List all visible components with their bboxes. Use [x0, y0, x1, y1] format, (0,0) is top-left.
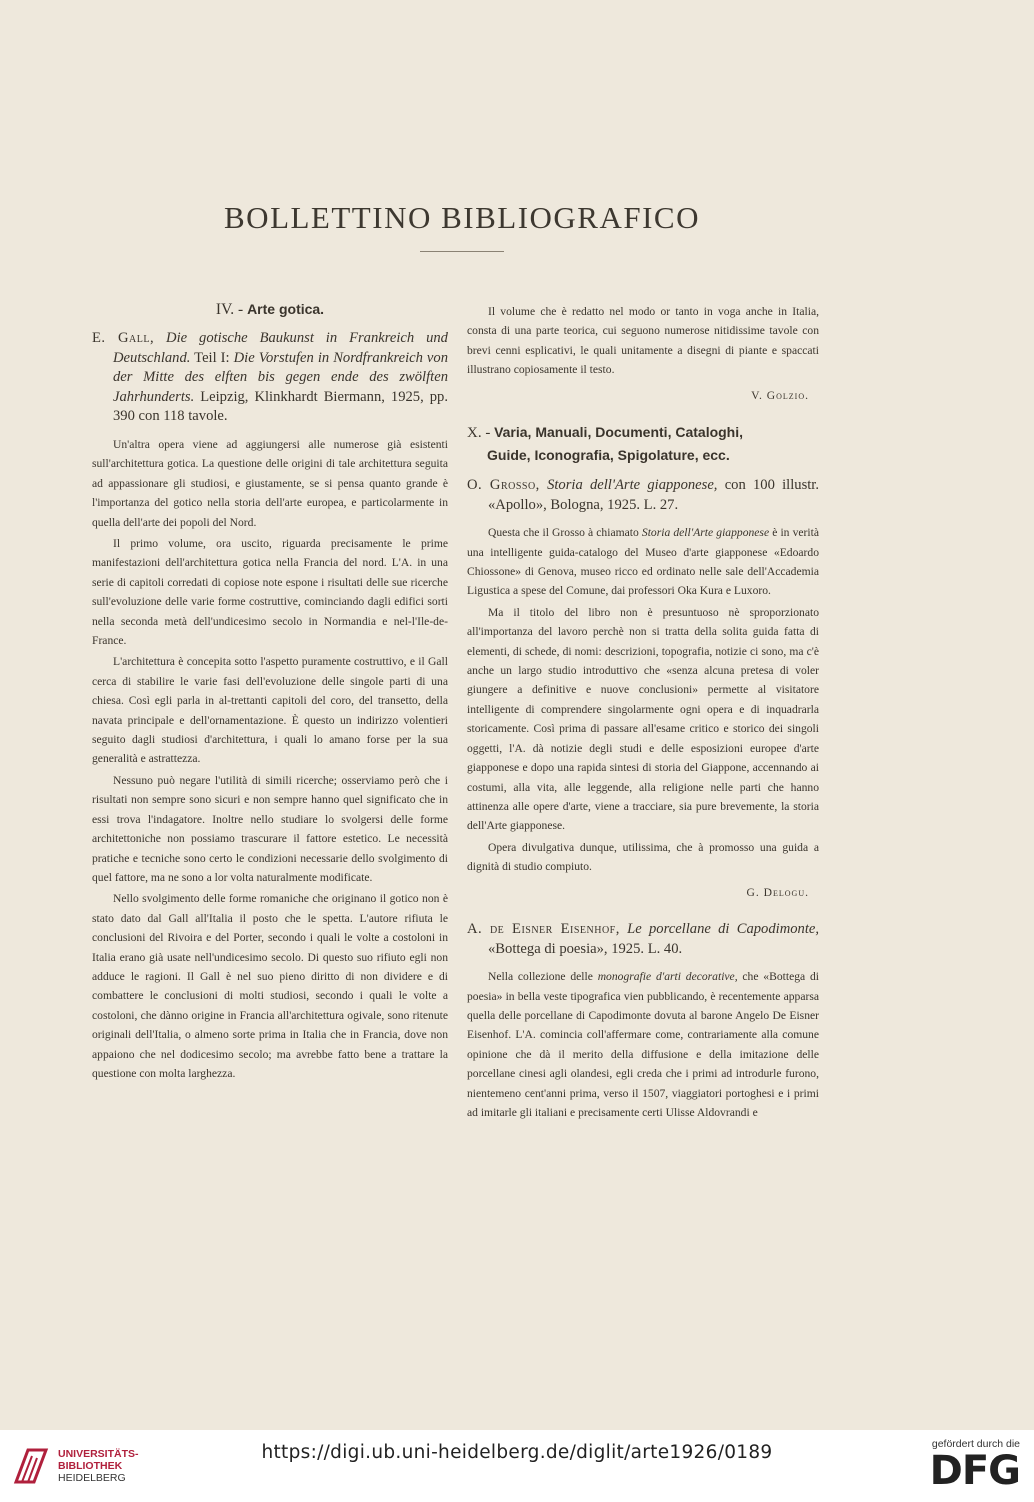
review-paragraph: [467, 967, 819, 1122]
entry-author: O. Grosso,: [467, 477, 540, 494]
text-run: Nella collezione delle: [488, 970, 598, 984]
book-title: Storia dell'Arte giapponese: [641, 526, 770, 540]
entry-title: Le porcellane di Capodimonte,: [627, 920, 820, 937]
permalink-url[interactable]: https://digi.ub.uni-heidelberg.de/diglit/arte1926/0189: [261, 1442, 773, 1463]
entry-author: A. de Eisner Eisenhof,: [467, 920, 620, 937]
review-paragraph: Il primo volume, ora uscito, riguarda precisamente le prime manifestazioni dell'architettura gotica nella Francia del nord. L'A. in una serie di capitoli corredati di copiose note espone i risultati delle sue ricerche sull'evoluzione delle varie forme costruttive, cominciando dagli edifici sorti nella seconda metà dell'undicesimo secolo in Normandia e nel-l'Ile-de-France.: [92, 537, 448, 648]
review-paragraph: [467, 523, 819, 601]
entry-imprint: con 100 illustr. «Apollo», Bologna, 1925. L. 27.: [488, 477, 820, 513]
funded-by-caption: gefördert durch die: [931, 1438, 1020, 1450]
section-x-heading: [467, 421, 819, 466]
entry-eisner-heading: [467, 920, 819, 959]
section-number: X. -: [467, 425, 491, 442]
entry-title: Die gotische Baukunst in Frankreich und Deutschland.: [113, 330, 448, 366]
funder-logo[interactable]: [910, 1438, 1020, 1492]
viewer-footer: [0, 1430, 1034, 1502]
review-paragraph: Opera divulgativa dunque, utilissima, che à promosso una guida a dignità di studio compiuto.: [467, 840, 819, 874]
library-name-line3: HEIDELBERG: [58, 1472, 126, 1484]
section-name: Varia, Manuali, Documenti, Cataloghi,: [494, 424, 744, 441]
library-name-line1: UNIVERSITÄTS-: [58, 1448, 139, 1460]
page-title: BOLLETTINO BIBLIOGRAFICO: [224, 200, 700, 235]
entry-subtitle: Die Vorstufen in Nordfrankreich von der Mitte des elften bis gegen ende des zwölften Jahrhunderts.: [113, 349, 448, 405]
left-column: [92, 298, 448, 1085]
entry-author: E. Gall,: [92, 330, 155, 346]
entry-part: Teil I:: [194, 349, 230, 366]
section-iv-heading: [92, 298, 448, 321]
entry-title: Storia dell'Arte giapponese,: [547, 477, 718, 494]
library-name-line2: BIBLIOTHEK: [58, 1460, 123, 1472]
review-paragraph: Il volume che è redatto nel modo or tanto in voga anche in Italia, consta di una parte teorica, cui seguono numerose nitidissime tavole con brevi cenni esplicativi, le quali unitamente a disegni di piante e spaccati illustrano copiosamente il testo.: [467, 305, 819, 377]
text-run: Questa che il Grosso à chiamato: [488, 526, 642, 540]
section-number: IV. -: [215, 301, 244, 318]
review-paragraph: Nello svolgimento delle forme romaniche che originano il gotico non è stato dato dal Gall all'Italia il posto che le spetta. L'autore rifiuta le conclusioni del Rivoira e del Porter, secondo i quali le volte a costoloni in Italia erano già usate nell'undicesimo secolo. Di questo suo rifiuto egli non adduce le ragioni. Il Gall è nel suo pieno diritto di non dividere e di combattere le conclusioni di molti studiosi, secondo i quali le volte a costoloni, che dànno origine in Francia all'architettura ogivale, sono ritenute originali dell'Italia, o almeno sorte prima in Italia che in Francia, dove non appaiono che nel dodicesimo secolo; ma avrebbe fatto bene a trattare la questione con molta larghezza.: [92, 892, 448, 1080]
review-signature: G. Delogu.: [746, 885, 809, 899]
dfg-logo: DFG: [929, 1448, 1020, 1494]
entry-gall-heading: [92, 329, 448, 427]
right-column: [467, 302, 819, 1124]
section-name-line2: Guide, Iconografia, Spigolature, ecc.: [487, 447, 730, 464]
review-paragraph: L'architettura è concepita sotto l'aspetto puramente costruttivo, e il Gall cerca di stabilire le varie fasi dell'evoluzione delle singole parti di una chiesa. Così egli parla in al-trettanti capitoli del coro, del transetto, della navata principale e dell'ornamentazione. È questo un indirizzo volentieri seguito dagli studiosi d'architettura, i quali lo amano forse per la sua generalità e astrattezza.: [92, 655, 448, 766]
entry-grosso-heading: [467, 476, 819, 515]
text-run: che «Bottega di poesia» in bella veste tipografica vien pubblicando, è recentemente apparsa quella delle porcellane di Capodimonte dovuta al barone Angelo De Eisner Eisenhof. L'A. comincia coll'affermare come, contrariamente alla comune opinione che dà il merito della diffusione e della imitazione delle porcellane cinesi agli olandesi, egli creda che i primi ad introdurle furono, nientemeno cent'anni prima, verso il 1507, viaggiatori portoghesi e i primi ad imitarle gli italiani e precisamente certi Ulisse Aldovrandi e: [467, 970, 819, 1119]
entry-imprint: «Bottega di poesia», 1925. L. 40.: [488, 940, 683, 957]
title-rule: [420, 251, 504, 252]
series-title: monografie d'arti decorative,: [597, 970, 738, 984]
review-paragraph: Ma il titolo del libro non è presuntuoso nè sproporzionato all'importanza del lavoro perchè non si tratta della solita guida fatta di elementi, di schede, di nomi: descrizioni, topografia, notizie ci sono, ma c'è anche un largo studio introduttivo che «senza alcuna pretesa di voler giungere a definitive e nuove conclusioni» permette al visitatore intelligente di comprendere singolarmente ogni opera e di inquadrarla storicamente. Così prima di passare all'esame critico e storico dei singoli oggetti, l'A. dà notizie degli studi e delle esposizioni europee d'arte giapponese e dopo una rapida sintesi di storia del Giappone, accennando ai costumi, alla vita, alle leggende, alla religione nelle parti che hanno attinenza alle opere d'arte, viene a tracciare, sia pure brevemente, la storia dell'Arte giapponese.: [467, 605, 819, 833]
review-paragraph: Nessuno può negare l'utilità di simili ricerche; osserviamo però che i risultati non sempre sono sicuri e non sempre hanno quel significato che in essi trova l'indagatore. Inoltre nello studiare lo svolgersi delle forme architettoniche non possiamo trascurare il fattore estetico. Le necessità pratiche e tecniche sono certo le condizioni necessarie dello svolgimento di quel fattore, ma ne sono a lor volta naturalmente modificate.: [92, 773, 448, 884]
section-name: Arte gotica.: [247, 301, 325, 317]
text-run: è in verità una intelligente guida-catalogo del Museo d'arte giapponese «Edoardo Chiossone» di Genova, museo ricco ed ordinato nelle sale dell'Accademia Ligustica a spese del Comune, dai professori Oka Kura e Luxoro.: [467, 526, 819, 598]
entry-imprint: Leipzig, Klinkhardt Biermann, 1925, pp. 390 con 118 tavole.: [113, 388, 448, 425]
review-signature: V. Golzio.: [751, 388, 809, 402]
review-paragraph: Un'altra opera viene ad aggiungersi alle numerose già esistenti sull'architettura gotica. La questione delle origini di tale architettura seguita ad appassionare gli studiosi, e giustamente, se si pensa quanto grande è l'importanza del gotico nella storia dell'arte europea, e particolarmente in quella dell'arte dei popoli del Nord.: [92, 437, 448, 529]
